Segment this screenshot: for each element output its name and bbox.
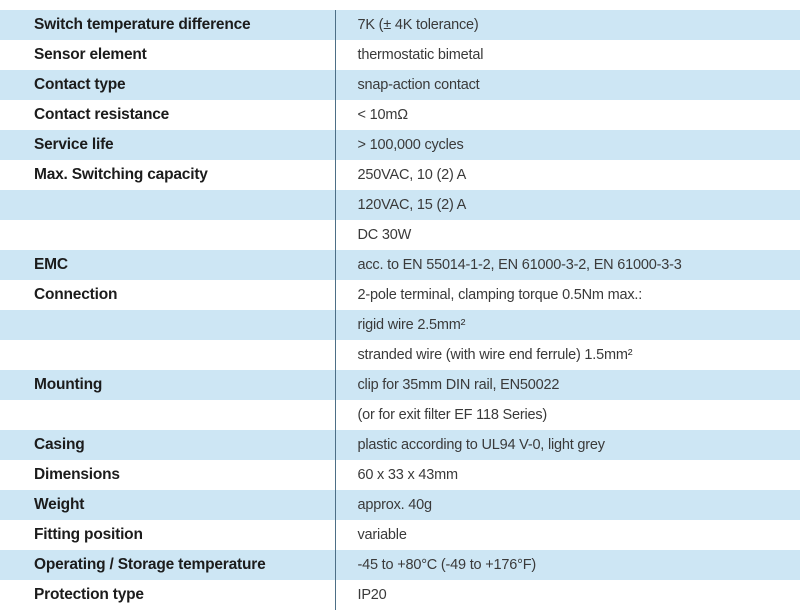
spec-value: plastic according to UL94 V-0, light grey — [335, 430, 800, 460]
spec-value: variable — [335, 520, 800, 550]
spec-value: (or for exit filter EF 118 Series) — [335, 400, 800, 430]
spec-value: > 100,000 cycles — [335, 130, 800, 160]
spec-label: Weight — [34, 496, 85, 513]
spec-row-service-life — [0, 130, 800, 160]
spec-row-weight — [0, 490, 800, 520]
spec-row-operating-storage-temperature — [0, 550, 800, 580]
spec-label: Dimensions — [34, 466, 120, 483]
spec-value: thermostatic bimetal — [335, 40, 800, 70]
spec-row-connection-rigid-wire — [0, 310, 800, 340]
spec-value: 120VAC, 15 (2) A — [335, 190, 800, 220]
spec-row-fitting-position — [0, 520, 800, 550]
spec-value: approx. 40g — [335, 490, 800, 520]
spec-label — [0, 310, 335, 340]
spec-row-switching-capacity-120vac — [0, 190, 800, 220]
spec-label: Contact resistance — [34, 106, 170, 123]
spec-label: Sensor element — [34, 46, 147, 63]
spec-value: 250VAC, 10 (2) A — [335, 160, 800, 190]
spec-row-contact-type — [0, 70, 800, 100]
spec-label — [0, 400, 335, 430]
spec-label: Protection type — [34, 586, 144, 603]
spec-value: -45 to +80°C (-49 to +176°F) — [335, 550, 800, 580]
spec-value: snap-action contact — [335, 70, 800, 100]
spec-label: Casing — [34, 436, 85, 453]
spec-value: acc. to EN 55014-1-2, EN 61000-3-2, EN 61000-3-3 — [335, 250, 800, 280]
spec-label: Operating / Storage temperature — [34, 556, 266, 573]
spec-row-mounting-exit-filter — [0, 400, 800, 430]
spec-row-connection — [0, 280, 800, 310]
spec-table — [0, 10, 800, 610]
spec-value: rigid wire 2.5mm² — [335, 310, 800, 340]
spec-row-connection-stranded-wire — [0, 340, 800, 370]
spec-label: Fitting position — [34, 526, 143, 543]
spec-row-dimensions — [0, 460, 800, 490]
spec-row-casing — [0, 430, 800, 460]
spec-row-sensor-element — [0, 40, 800, 70]
spec-value: DC 30W — [335, 220, 800, 250]
spec-value: IP20 — [335, 580, 800, 610]
spec-label: EMC — [34, 256, 68, 273]
spec-label — [0, 220, 335, 250]
spec-value: < 10mΩ — [335, 100, 800, 130]
spec-label — [0, 190, 335, 220]
spec-value: 7K (± 4K tolerance) — [335, 10, 800, 40]
spec-label: Switch temperature difference — [34, 16, 251, 33]
spec-value: clip for 35mm DIN rail, EN50022 — [335, 370, 800, 400]
spec-label — [0, 340, 335, 370]
spec-row-switching-capacity-dc — [0, 220, 800, 250]
spec-row-mounting — [0, 370, 800, 400]
spec-value: 60 x 33 x 43mm — [335, 460, 800, 490]
spec-label: Max. Switching capacity — [34, 166, 208, 183]
spec-row-max-switching-capacity — [0, 160, 800, 190]
spec-value: 2-pole terminal, clamping torque 0.5Nm max.: — [335, 280, 800, 310]
spec-row-emc — [0, 250, 800, 280]
spec-label: Service life — [34, 136, 114, 153]
spec-label: Connection — [34, 286, 118, 303]
spec-row-contact-resistance — [0, 100, 800, 130]
spec-label: Contact type — [34, 76, 126, 93]
spec-row-switch-temperature-difference — [0, 10, 800, 40]
spec-row-protection-type — [0, 580, 800, 610]
spec-value: stranded wire (with wire end ferrule) 1.5mm² — [335, 340, 800, 370]
spec-label: Mounting — [34, 376, 103, 393]
